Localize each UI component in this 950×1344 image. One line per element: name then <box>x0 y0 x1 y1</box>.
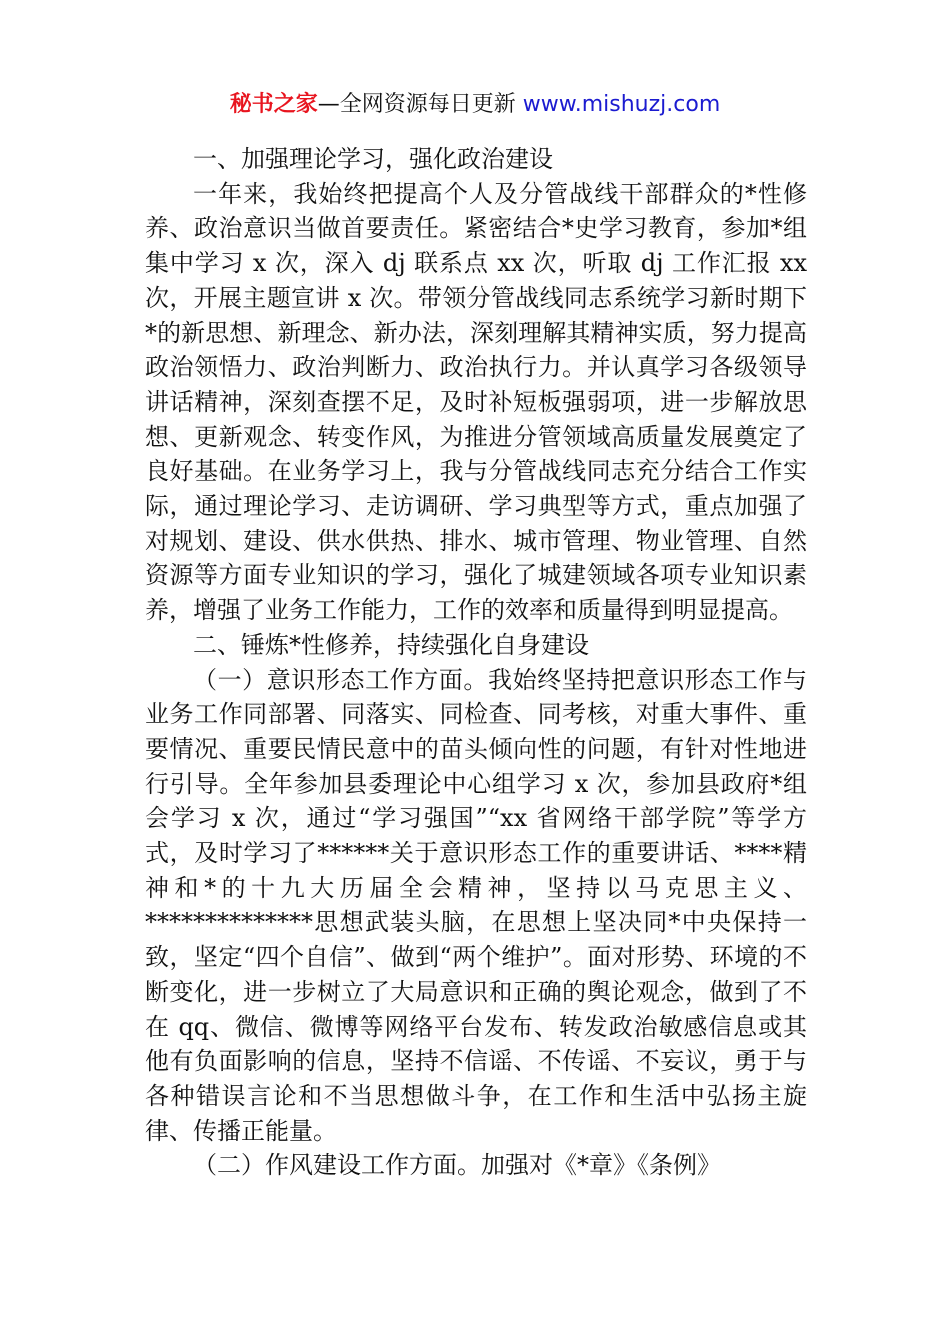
watermark-header <box>0 90 950 120</box>
watermark-tagline: —全网资源每日更新 <box>317 92 516 117</box>
section-heading-2: 二、锤炼*性修养，持续强化自身建设 <box>193 630 589 659</box>
paragraph-3: （二）作风建设工作方面。加强对《*章》《条例》 <box>193 1151 721 1180</box>
watermark-brand: 秘书之家 <box>229 92 318 117</box>
document-body <box>145 142 807 1183</box>
watermark-url[interactable]: www.mishuzj.com <box>522 92 721 117</box>
paragraph-1: 一年来，我始终把提高个人及分管战线干部群众的*性修养、政治意识当做首要责任。紧密结合*史学习教育，参加*组集中学习 x 次，深入 dj 联系点 xx 次，听取 dj 工作汇报 xx 次，开展主题宣讲 x 次。带领分管战线同志系统学习新时期下*的新思想、新理念、新办法，深刻理解其精神实质，努力提高政治领悟力、政治判断力、政治执行力。并认真学习各级领导讲话精神，深刻查摆不足，及时补短板强弱项，进一步解放思想、更新观念、转变作风，为推进分管领域高质量发展奠定了良好基础。在业务学习上，我与分管战线同志充分结合工作实际，通过理论学习、走访调研、学习典型等方式，重点加强了对规划、建设、供水供热、排水、城市管理、物业管理、自然资源等方面专业知识的学习，强化了城建领域各项专业知识素养，增强了业务工作能力，工作的效率和质量得到明显提高。 <box>145 179 807 625</box>
section-heading-1: 一、加强理论学习，强化政治建设 <box>193 145 553 173</box>
paragraph-2: （一）意识形态工作方面。我始终坚持把意识形态工作与业务工作同部署、同落实、同检查、同考核，对重大事件、重要情况、重要民情民意中的苗头倾向性的问题，有针对性地进行引导。全年参加县委理论中心组学习 x 次，参加县政府*组会学习 x 次，通过“学习强国”“xx 省网络干部学院”等学方式，及时学习了******关于意识形态工作的重要讲话、****精神和*的十九大历届全会精神，坚持以马克思主义、**************思想武装头脑，在思想上坚决同*中央保持一致，坚定“四个自信”、做到“两个维护”。面对形势、环境的不断变化，进一步树立了大局意识和正确的舆论观念，做到了不在 qq、微信、微博等网络平台发布、转发政治敏感信息或其他有负面影响的信息，坚持不信谣、不传谣、不妄议，勇于与各种错误言论和不当思想做斗争，在工作和生活中弘扬主旋律、传播正能量。 <box>145 665 807 1145</box>
